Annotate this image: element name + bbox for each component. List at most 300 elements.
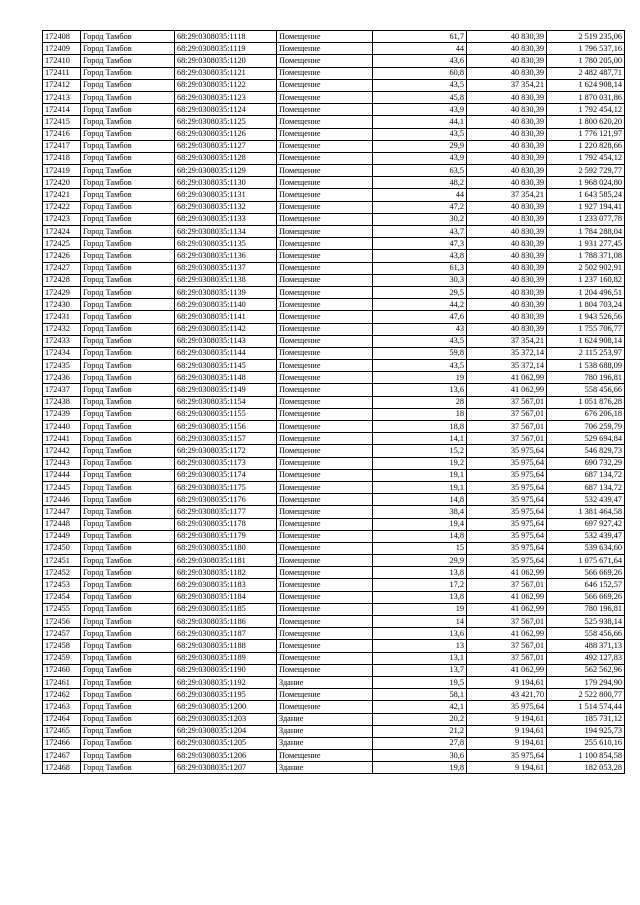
object-type-cell: Помещение: [277, 311, 373, 323]
table-row: [43, 335, 625, 347]
row-id-cell: 172459: [43, 652, 81, 664]
area-cell: 44: [373, 189, 467, 201]
locality-cell: Город Тамбов: [81, 55, 175, 67]
cadastral-value-cell: 1 788 371,08: [547, 250, 625, 262]
cadastral-number-cell: 68:29:0308035:1154: [175, 396, 277, 408]
row-id-cell: 172431: [43, 311, 81, 323]
area-cell: 43,5: [373, 79, 467, 91]
cadastral-value-cell: 194 925,73: [547, 725, 625, 737]
specific-value-cell: 40 830,39: [467, 226, 547, 238]
area-cell: 20,2: [373, 713, 467, 725]
cadastral-number-cell: 68:29:0308035:1206: [175, 750, 277, 762]
table-row: [43, 408, 625, 420]
cadastral-number-cell: 68:29:0308035:1128: [175, 152, 277, 164]
cadastral-number-cell: 68:29:0308035:1145: [175, 360, 277, 372]
object-type-cell: Помещение: [277, 603, 373, 615]
row-id-cell: 172467: [43, 750, 81, 762]
object-type-cell: Помещение: [277, 323, 373, 335]
table-row: [43, 518, 625, 530]
row-id-cell: 172454: [43, 591, 81, 603]
cadastral-value-cell: 179 294,90: [547, 676, 625, 688]
area-cell: 13,6: [373, 384, 467, 396]
cadastral-number-cell: 68:29:0308035:1122: [175, 79, 277, 91]
cadastral-value-cell: 546 829,73: [547, 445, 625, 457]
cadastral-value-cell: 558 456,66: [547, 628, 625, 640]
row-id-cell: 172457: [43, 628, 81, 640]
table-row: [43, 542, 625, 554]
cadastral-number-cell: 68:29:0308035:1132: [175, 201, 277, 213]
cadastral-value-cell: 1 800 620,20: [547, 116, 625, 128]
specific-value-cell: 35 975,64: [467, 506, 547, 518]
area-cell: 47,3: [373, 238, 467, 250]
row-id-cell: 172422: [43, 201, 81, 213]
area-cell: 30,6: [373, 750, 467, 762]
specific-value-cell: 41 062,99: [467, 664, 547, 676]
area-cell: 59,8: [373, 347, 467, 359]
locality-cell: Город Тамбов: [81, 274, 175, 286]
cadastral-value-cell: 182 053,28: [547, 762, 625, 774]
cadastral-value-cell: 1 538 688,09: [547, 360, 625, 372]
area-cell: 18,8: [373, 421, 467, 433]
table-row: [43, 664, 625, 676]
locality-cell: Город Тамбов: [81, 530, 175, 542]
object-type-cell: Помещение: [277, 408, 373, 420]
specific-value-cell: 35 975,64: [467, 555, 547, 567]
row-id-cell: 172427: [43, 262, 81, 274]
specific-value-cell: 41 062,99: [467, 628, 547, 640]
cadastral-value-cell: 690 732,29: [547, 457, 625, 469]
cadastral-number-cell: 68:29:0308035:1149: [175, 384, 277, 396]
row-id-cell: 172436: [43, 372, 81, 384]
specific-value-cell: 9 194,61: [467, 713, 547, 725]
cadastral-number-cell: 68:29:0308035:1118: [175, 31, 277, 43]
locality-cell: Город Тамбов: [81, 262, 175, 274]
specific-value-cell: 40 830,39: [467, 250, 547, 262]
locality-cell: Город Тамбов: [81, 79, 175, 91]
cadastral-value-cell: 1 220 828,66: [547, 140, 625, 152]
table-row: [43, 591, 625, 603]
object-type-cell: Помещение: [277, 689, 373, 701]
locality-cell: Город Тамбов: [81, 628, 175, 640]
row-id-cell: 172429: [43, 286, 81, 298]
specific-value-cell: 35 975,64: [467, 701, 547, 713]
object-type-cell: Помещение: [277, 67, 373, 79]
table-row: [43, 104, 625, 116]
cadastral-value-cell: 1 780 205,00: [547, 55, 625, 67]
table-row: [43, 372, 625, 384]
object-type-cell: Помещение: [277, 152, 373, 164]
cadastral-number-cell: 68:29:0308035:1207: [175, 762, 277, 774]
cadastral-value-cell: 1 776 121,97: [547, 128, 625, 140]
table-row: [43, 506, 625, 518]
row-id-cell: 172414: [43, 104, 81, 116]
cadastral-value-cell: 687 134,72: [547, 481, 625, 493]
object-type-cell: Помещение: [277, 165, 373, 177]
locality-cell: Город Тамбов: [81, 555, 175, 567]
object-type-cell: Помещение: [277, 433, 373, 445]
document-page: [42, 30, 625, 774]
row-id-cell: 172420: [43, 177, 81, 189]
locality-cell: Город Тамбов: [81, 469, 175, 481]
locality-cell: Город Тамбов: [81, 591, 175, 603]
object-type-cell: Помещение: [277, 347, 373, 359]
row-id-cell: 172444: [43, 469, 81, 481]
specific-value-cell: 41 062,99: [467, 567, 547, 579]
area-cell: 47,6: [373, 311, 467, 323]
object-type-cell: Помещение: [277, 555, 373, 567]
table-row: [43, 689, 625, 701]
specific-value-cell: 35 975,64: [467, 469, 547, 481]
area-cell: 13,8: [373, 591, 467, 603]
object-type-cell: Помещение: [277, 140, 373, 152]
table-row: [43, 347, 625, 359]
table-row: [43, 555, 625, 567]
area-cell: 13,6: [373, 628, 467, 640]
cadastral-value-cell: 1 931 277,45: [547, 238, 625, 250]
area-cell: 30,3: [373, 274, 467, 286]
object-type-cell: Помещение: [277, 396, 373, 408]
table-row: [43, 579, 625, 591]
area-cell: 28: [373, 396, 467, 408]
cadastral-number-cell: 68:29:0308035:1143: [175, 335, 277, 347]
area-cell: 21,2: [373, 725, 467, 737]
locality-cell: Город Тамбов: [81, 250, 175, 262]
locality-cell: Город Тамбов: [81, 128, 175, 140]
area-cell: 13,1: [373, 652, 467, 664]
cadastral-number-cell: 68:29:0308035:1140: [175, 299, 277, 311]
locality-cell: Город Тамбов: [81, 433, 175, 445]
table-row: [43, 762, 625, 774]
specific-value-cell: 40 830,39: [467, 165, 547, 177]
cadastral-number-cell: 68:29:0308035:1203: [175, 713, 277, 725]
table-row: [43, 494, 625, 506]
locality-cell: Город Тамбов: [81, 384, 175, 396]
area-cell: 38,4: [373, 506, 467, 518]
area-cell: 44,1: [373, 116, 467, 128]
locality-cell: Город Тамбов: [81, 189, 175, 201]
object-type-cell: Помещение: [277, 591, 373, 603]
cadastral-value-cell: 2 115 253,97: [547, 347, 625, 359]
specific-value-cell: 9 194,61: [467, 737, 547, 749]
locality-cell: Город Тамбов: [81, 396, 175, 408]
area-cell: 61,7: [373, 31, 467, 43]
area-cell: 63,5: [373, 165, 467, 177]
locality-cell: Город Тамбов: [81, 494, 175, 506]
area-cell: 43,5: [373, 360, 467, 372]
area-cell: 43,5: [373, 128, 467, 140]
locality-cell: Город Тамбов: [81, 372, 175, 384]
table-row: [43, 140, 625, 152]
row-id-cell: 172433: [43, 335, 81, 347]
object-type-cell: Помещение: [277, 664, 373, 676]
table-row: [43, 165, 625, 177]
specific-value-cell: 35 975,64: [467, 445, 547, 457]
locality-cell: Город Тамбов: [81, 421, 175, 433]
specific-value-cell: 40 830,39: [467, 116, 547, 128]
area-cell: 58,1: [373, 689, 467, 701]
row-id-cell: 172450: [43, 542, 81, 554]
cadastral-number-cell: 68:29:0308035:1184: [175, 591, 277, 603]
cadastral-value-cell: 1 204 496,51: [547, 286, 625, 298]
cadastral-value-cell: 1 943 526,56: [547, 311, 625, 323]
cadastral-value-cell: 1 237 160,82: [547, 274, 625, 286]
row-id-cell: 172419: [43, 165, 81, 177]
locality-cell: Город Тамбов: [81, 518, 175, 530]
row-id-cell: 172461: [43, 676, 81, 688]
table-row: [43, 701, 625, 713]
locality-cell: Город Тамбов: [81, 165, 175, 177]
area-cell: 43: [373, 323, 467, 335]
object-type-cell: Помещение: [277, 213, 373, 225]
cadastral-number-cell: 68:29:0308035:1126: [175, 128, 277, 140]
specific-value-cell: 37 567,01: [467, 652, 547, 664]
table-row: [43, 725, 625, 737]
specific-value-cell: 40 830,39: [467, 286, 547, 298]
table-row: [43, 67, 625, 79]
locality-cell: Город Тамбов: [81, 238, 175, 250]
cadastral-value-cell: 2 522 800,77: [547, 689, 625, 701]
area-cell: 19,2: [373, 457, 467, 469]
specific-value-cell: 37 567,01: [467, 396, 547, 408]
cadastral-value-cell: 1 796 537,16: [547, 43, 625, 55]
object-type-cell: Помещение: [277, 567, 373, 579]
cadastral-value-cell: 1 051 876,28: [547, 396, 625, 408]
table-row: [43, 286, 625, 298]
area-cell: 61,3: [373, 262, 467, 274]
cadastral-value-cell: 566 669,26: [547, 591, 625, 603]
object-type-cell: Здание: [277, 737, 373, 749]
area-cell: 45,8: [373, 91, 467, 103]
table-row: [43, 79, 625, 91]
object-type-cell: Помещение: [277, 43, 373, 55]
area-cell: 27,8: [373, 737, 467, 749]
specific-value-cell: 37 354,21: [467, 189, 547, 201]
cadastral-value-cell: 1 075 671,64: [547, 555, 625, 567]
area-cell: 44: [373, 43, 467, 55]
cadastral-value-cell: 697 927,42: [547, 518, 625, 530]
cadastral-number-cell: 68:29:0308035:1120: [175, 55, 277, 67]
specific-value-cell: 40 830,39: [467, 91, 547, 103]
object-type-cell: Помещение: [277, 91, 373, 103]
cadastral-number-cell: 68:29:0308035:1156: [175, 421, 277, 433]
cadastral-number-cell: 68:29:0308035:1188: [175, 640, 277, 652]
specific-value-cell: 35 975,64: [467, 457, 547, 469]
table-row: [43, 469, 625, 481]
object-type-cell: Помещение: [277, 262, 373, 274]
locality-cell: Город Тамбов: [81, 152, 175, 164]
object-type-cell: Помещение: [277, 384, 373, 396]
locality-cell: Город Тамбов: [81, 335, 175, 347]
row-id-cell: 172421: [43, 189, 81, 201]
cadastral-value-cell: 1 927 194,41: [547, 201, 625, 213]
area-cell: 43,9: [373, 152, 467, 164]
locality-cell: Город Тамбов: [81, 91, 175, 103]
cadastral-value-cell: 562 562,96: [547, 664, 625, 676]
cadastral-number-cell: 68:29:0308035:1204: [175, 725, 277, 737]
table-row: [43, 116, 625, 128]
object-type-cell: Помещение: [277, 372, 373, 384]
area-cell: 13,8: [373, 567, 467, 579]
object-type-cell: Помещение: [277, 31, 373, 43]
specific-value-cell: 37 354,21: [467, 335, 547, 347]
object-type-cell: Помещение: [277, 469, 373, 481]
locality-cell: Город Тамбов: [81, 689, 175, 701]
object-type-cell: Помещение: [277, 421, 373, 433]
object-type-cell: Здание: [277, 725, 373, 737]
cadastral-value-cell: 1 624 908,14: [547, 335, 625, 347]
area-cell: 42,1: [373, 701, 467, 713]
object-type-cell: Помещение: [277, 79, 373, 91]
row-id-cell: 172423: [43, 213, 81, 225]
cadastral-number-cell: 68:29:0308035:1131: [175, 189, 277, 201]
area-cell: 18: [373, 408, 467, 420]
locality-cell: Город Тамбов: [81, 603, 175, 615]
locality-cell: Город Тамбов: [81, 408, 175, 420]
object-type-cell: Помещение: [277, 542, 373, 554]
table-row: [43, 445, 625, 457]
table-row: [43, 91, 625, 103]
row-id-cell: 172412: [43, 79, 81, 91]
cadastral-number-cell: 68:29:0308035:1179: [175, 530, 277, 542]
locality-cell: Город Тамбов: [81, 640, 175, 652]
locality-cell: Город Тамбов: [81, 664, 175, 676]
specific-value-cell: 41 062,99: [467, 384, 547, 396]
cadastral-value-cell: 2 502 902,91: [547, 262, 625, 274]
specific-value-cell: 43 421,70: [467, 689, 547, 701]
specific-value-cell: 35 975,64: [467, 481, 547, 493]
cadastral-number-cell: 68:29:0308035:1187: [175, 628, 277, 640]
cadastral-number-cell: 68:29:0308035:1142: [175, 323, 277, 335]
object-type-cell: Помещение: [277, 274, 373, 286]
cadastral-value-cell: 1 792 454,12: [547, 104, 625, 116]
cadastral-value-cell: 1 755 706,77: [547, 323, 625, 335]
cadastral-number-cell: 68:29:0308035:1121: [175, 67, 277, 79]
cadastral-value-cell: 1 968 024,80: [547, 177, 625, 189]
table-row: [43, 31, 625, 43]
row-id-cell: 172428: [43, 274, 81, 286]
specific-value-cell: 35 975,64: [467, 542, 547, 554]
row-id-cell: 172448: [43, 518, 81, 530]
cadastral-number-cell: 68:29:0308035:1139: [175, 286, 277, 298]
area-cell: 14,8: [373, 494, 467, 506]
object-type-cell: Помещение: [277, 628, 373, 640]
specific-value-cell: 40 830,39: [467, 67, 547, 79]
area-cell: 29,5: [373, 286, 467, 298]
locality-cell: Город Тамбов: [81, 701, 175, 713]
cadastral-value-cell: 2 482 487,71: [547, 67, 625, 79]
row-id-cell: 172464: [43, 713, 81, 725]
specific-value-cell: 9 194,61: [467, 762, 547, 774]
cadastral-number-cell: 68:29:0308035:1200: [175, 701, 277, 713]
row-id-cell: 172415: [43, 116, 81, 128]
specific-value-cell: 37 567,01: [467, 640, 547, 652]
specific-value-cell: 35 372,14: [467, 347, 547, 359]
cadastral-number-cell: 68:29:0308035:1180: [175, 542, 277, 554]
row-id-cell: 172408: [43, 31, 81, 43]
row-id-cell: 172452: [43, 567, 81, 579]
table-row: [43, 226, 625, 238]
object-type-cell: Помещение: [277, 299, 373, 311]
cadastral-value-cell: 525 938,14: [547, 616, 625, 628]
object-type-cell: Помещение: [277, 652, 373, 664]
cadastral-number-cell: 68:29:0308035:1176: [175, 494, 277, 506]
locality-cell: Город Тамбов: [81, 286, 175, 298]
object-type-cell: Помещение: [277, 226, 373, 238]
property-table: [42, 30, 625, 774]
specific-value-cell: 40 830,39: [467, 213, 547, 225]
table-row: [43, 238, 625, 250]
specific-value-cell: 41 062,99: [467, 591, 547, 603]
cadastral-number-cell: 68:29:0308035:1177: [175, 506, 277, 518]
area-cell: 19,8: [373, 762, 467, 774]
locality-cell: Город Тамбов: [81, 713, 175, 725]
locality-cell: Город Тамбов: [81, 43, 175, 55]
specific-value-cell: 35 975,64: [467, 494, 547, 506]
row-id-cell: 172466: [43, 737, 81, 749]
cadastral-number-cell: 68:29:0308035:1130: [175, 177, 277, 189]
row-id-cell: 172456: [43, 616, 81, 628]
object-type-cell: Помещение: [277, 55, 373, 67]
cadastral-number-cell: 68:29:0308035:1181: [175, 555, 277, 567]
object-type-cell: Помещение: [277, 750, 373, 762]
table-row: [43, 152, 625, 164]
object-type-cell: Помещение: [277, 116, 373, 128]
row-id-cell: 172462: [43, 689, 81, 701]
cadastral-number-cell: 68:29:0308035:1182: [175, 567, 277, 579]
table-row: [43, 384, 625, 396]
locality-cell: Город Тамбов: [81, 201, 175, 213]
specific-value-cell: 37 567,01: [467, 421, 547, 433]
cadastral-number-cell: 68:29:0308035:1148: [175, 372, 277, 384]
row-id-cell: 172434: [43, 347, 81, 359]
cadastral-number-cell: 68:29:0308035:1144: [175, 347, 277, 359]
object-type-cell: Помещение: [277, 104, 373, 116]
cadastral-value-cell: 529 694,84: [547, 433, 625, 445]
specific-value-cell: 35 975,64: [467, 530, 547, 542]
specific-value-cell: 40 830,39: [467, 201, 547, 213]
cadastral-value-cell: 1 792 454,12: [547, 152, 625, 164]
specific-value-cell: 40 830,39: [467, 31, 547, 43]
locality-cell: Город Тамбов: [81, 676, 175, 688]
area-cell: 19: [373, 603, 467, 615]
cadastral-number-cell: 68:29:0308035:1192: [175, 676, 277, 688]
locality-cell: Город Тамбов: [81, 104, 175, 116]
row-id-cell: 172441: [43, 433, 81, 445]
row-id-cell: 172451: [43, 555, 81, 567]
cadastral-value-cell: 1 804 703,24: [547, 299, 625, 311]
cadastral-number-cell: 68:29:0308035:1183: [175, 579, 277, 591]
area-cell: 60,8: [373, 67, 467, 79]
row-id-cell: 172424: [43, 226, 81, 238]
object-type-cell: Помещение: [277, 701, 373, 713]
object-type-cell: Помещение: [277, 177, 373, 189]
row-id-cell: 172432: [43, 323, 81, 335]
specific-value-cell: 35 975,64: [467, 750, 547, 762]
specific-value-cell: 37 567,01: [467, 408, 547, 420]
cadastral-number-cell: 68:29:0308035:1189: [175, 652, 277, 664]
cadastral-number-cell: 68:29:0308035:1136: [175, 250, 277, 262]
row-id-cell: 172413: [43, 91, 81, 103]
object-type-cell: Помещение: [277, 189, 373, 201]
cadastral-number-cell: 68:29:0308035:1123: [175, 91, 277, 103]
row-id-cell: 172425: [43, 238, 81, 250]
cadastral-value-cell: 2 592 729,77: [547, 165, 625, 177]
area-cell: 43,6: [373, 55, 467, 67]
cadastral-number-cell: 68:29:0308035:1155: [175, 408, 277, 420]
object-type-cell: Помещение: [277, 494, 373, 506]
object-type-cell: Помещение: [277, 360, 373, 372]
locality-cell: Город Тамбов: [81, 542, 175, 554]
